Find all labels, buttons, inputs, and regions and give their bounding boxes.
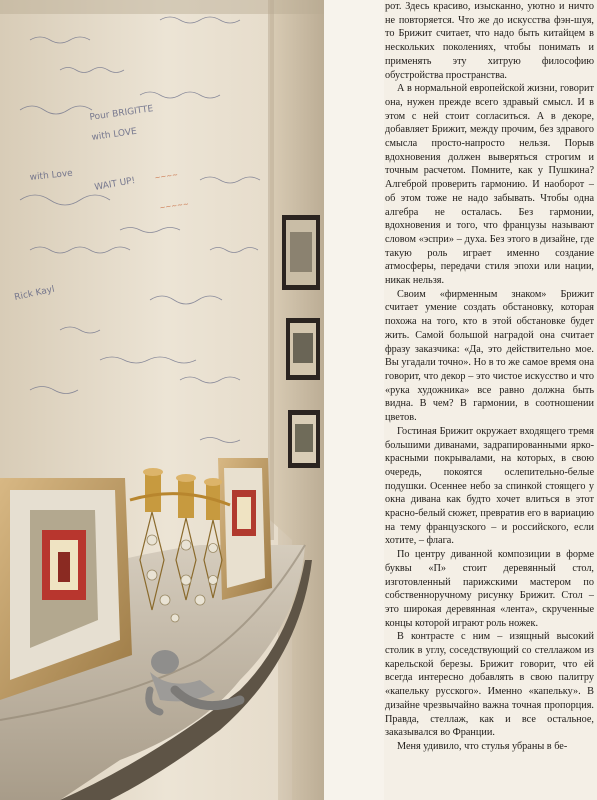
article-paragraph: В контрасте с ним – изящный высокий столик в углу, соседствующий со стеллажом из карельской березы. Брижит говорит, что ей всегда интересно добавлять в свою палитру «капельку русского». Именно «капельку». В дизайне чрезвычайно важна точная пропорция. Правда, стеллаж, как и все остальное, заказывался во Франции.	[385, 631, 594, 739]
framed-picture-right	[218, 458, 272, 600]
article-paragraph: По центру диванной композиции в форме буквы «П» стоит деревянный стол, изготовленный парижскими мастером по собственноручному рисунку Брижит. Стол – это широкая деревянная «лента», скрученные концы которой играют роль ножек.	[385, 549, 594, 629]
svg-text:~~~~: ~~~~	[154, 170, 179, 182]
wall-picture-frame	[282, 215, 320, 290]
article-paragraph: рот. Здесь красиво, изысканно, уютно и ничто не повторяется. Что же до искусства фэн-шуя, то Брижит считает, что надо быть китайцем в нескольких поколениях, чтобы понимать и применять эту хитрую философию обустройства пространства.	[385, 1, 594, 81]
wall-inscription: with LOVE	[91, 126, 138, 143]
article-paragraph: Меня удивило, что стулья убраны в бе-	[397, 740, 568, 752]
wall-picture-frame	[288, 410, 320, 468]
article-paragraph: Своим «фирменным знаком» Брижит считает умение создать обстановку, которая похожа на того, кто в этой обстановке будет жить. Самой большой наградой она считает фразу заказчика: «Да, это действительно мое. Вы угадали точно». Но в то же самое время она говорит, что декор – это чистое искусство и что «рука художника» все равно должна быть видна. В чем? В гармонии, в соотношении цветов.	[385, 288, 594, 424]
wall-inscription: WAIT UP!	[93, 175, 137, 193]
wall-picture-frame	[286, 318, 320, 380]
wall-inscription: Pour BRIGITTE	[89, 104, 154, 123]
wall-inscription: Rick Kayl	[13, 284, 56, 303]
svg-text:~~~~~: ~~~~~	[159, 199, 190, 212]
article-paragraph: Гостиная Брижит окружает входящего тремя большими диванами, задрапированными ярко-красными покрывалами, на которых, в свою очередь, покоятся ослепительно-белые подушки. Осеннее небо за спинкой стоящего у окна дивана как будто хочет влиться в этот красно-белый сюжет, превратив его в вариацию на тему французского – и российского, если хотите, – флага.	[385, 425, 594, 547]
article-text-column	[385, 0, 594, 800]
page-gutter	[324, 0, 384, 800]
wall-inscription: with Love	[29, 168, 74, 183]
article-paragraph: А в нормальной европейской жизни, говорит она, нужен прежде всего здравый смысл. И в этом с ней стоит согласиться. А в декоре, добавляет Брижит, между прочим, без здравого смысла просто-напросто нельзя. Порыв вдохновения должен выверяться строгим и точным расчетом. Помните, как у Пушкина? Алгеброй проверить гармонию. И наоборот – об этом тоже не надо забывать. Чтобы одна алгебра не осталась. Без гармонии, вдохновения и того, что французы называют словом «эспри» – духа. Без этого в дизайне, где такую роль играет именно создание атмосферы, передачи стиля эпохи или нации, никак нельзя.	[385, 83, 594, 287]
